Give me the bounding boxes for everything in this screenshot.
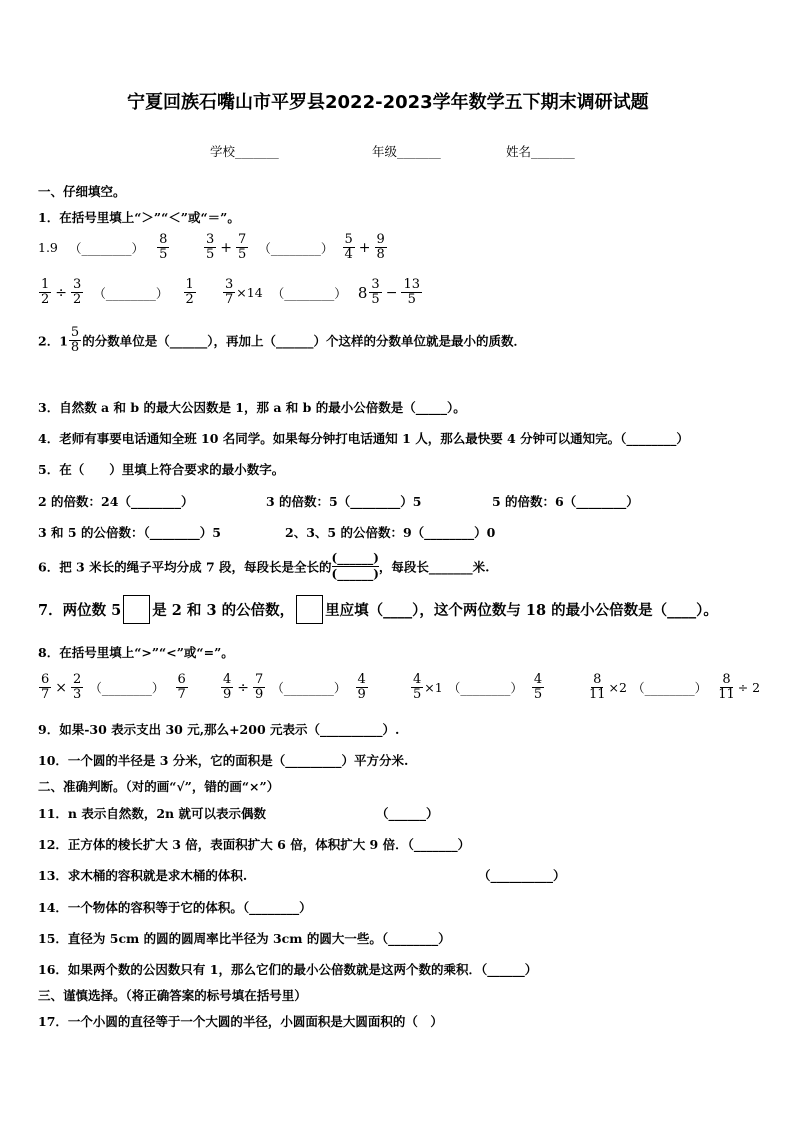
fraction: $\frac{9}{8}$ (376, 232, 385, 262)
question-5-a: 2 的倍数：24（________） (38, 494, 194, 509)
question-5-stem: 5．在（ ）里填上符合要求的最小数字。 (38, 462, 285, 477)
fraction-blank[interactable]: $\frac{(\_\_\_\_\_\_)}{(\_\_\_\_\_\_)}$ (331, 551, 379, 581)
fraction: $\frac{3}{7}$ (225, 277, 234, 307)
question-11: 11．n 表示自然数，2n 就可以表示偶数 (38, 806, 266, 821)
fraction: $\frac{8}{5}$ (159, 232, 168, 262)
question-5-e: 2、3、5 的公倍数：9（________）0 (285, 525, 496, 540)
question-11-blank[interactable]: （______） (376, 806, 439, 821)
section-1-heading: 一、仔细填空。 (38, 184, 126, 199)
question-5-c: 5 的倍数：6（________） (492, 494, 639, 509)
section-2-heading: 二、准确判断。（对的画“√”，错的画“×”） (38, 779, 280, 794)
question-9: 9．如果-30 表示支出 30 元,那么+200 元表示（__________）. (38, 722, 400, 737)
question-13-blank[interactable]: （__________） (478, 868, 566, 883)
q8-item-4: $\frac{8}{11}$ ×2 （________） $\frac{8}{11}$ ÷ 2 (589, 672, 761, 702)
q1-blank[interactable]: （________） (258, 240, 334, 256)
q1-row-2: $\frac{1}{2}$ ÷ $\frac{3}{2}$ （________） $\frac{1}{2}$ (41, 277, 194, 307)
digit-box[interactable] (296, 595, 323, 624)
question-5-b: 3 的倍数：5（________）5 (266, 494, 422, 509)
q1-row-2b: $\frac{3}{7}$ ×14 （________） 8 $\frac{3}{5}$ − $\frac{13}{5}$ (225, 277, 420, 307)
q1-blank[interactable]: （________） (271, 285, 347, 301)
fraction: $\frac{5}{8}$ (70, 325, 80, 355)
fraction: $\frac{1}{2}$ (41, 277, 50, 307)
q8-blank[interactable]: （________） (447, 680, 523, 696)
q1-row-1b: $\frac{3}{5}$ + $\frac{7}{5}$ （________） $\frac{5}{4}$ + $\frac{9}{8}$ (206, 232, 385, 262)
question-14: 14．一个物体的容积等于它的体积。（________） (38, 900, 312, 915)
q1-row-1 (38, 233, 170, 262)
question-17: 17．一个小圆的直径等于一个大圆的半径，小圆面积是大圆面积的（ ） (38, 1014, 443, 1029)
name-field[interactable]: 姓名_______ (506, 144, 575, 159)
question-7: 7．两位数 5 是 2 和 3 的公倍数， 里应填（____），这个两位数与 18 的最小公倍数是（____）。 (38, 595, 718, 624)
q8-blank[interactable]: （________） (89, 680, 165, 696)
q8-blank[interactable]: （________） (271, 680, 347, 696)
question-6: 6．把 3 米长的绳子平均分成 7 段，每段长是全长的 $\frac{(\_\_\_\_\_\_)}{(\_\_\_\_\_\_)}$ ，每段长_______米. (38, 551, 490, 581)
question-3: 3．自然数 a 和 b 的最大公因数是 1，那 a 和 b 的最小公倍数是（_____）。 (38, 400, 466, 415)
question-2: 2．1 $\frac{5}{8}$ 的分数单位是（______），再加上（______）个这样的分数单位就是最小的质数． (38, 325, 526, 355)
q1-blank[interactable]: （________） (93, 285, 169, 301)
fraction: $\frac{1}{2}$ (185, 277, 194, 307)
section-3-heading: 三、谨慎选择。（将正确答案的标号填在括号里） (38, 988, 307, 1003)
question-4: 4．老师有事要电话通知全班 10 名同学。如果每分钟打电话通知 1 人，那么最快要 4 分钟可以通知完。（________） (38, 431, 689, 446)
fraction: $\frac{13}{5}$ (403, 277, 420, 307)
page-title: 宁夏回族石嘴山市平罗县2022-2023学年数学五下期末调研试题 (127, 92, 649, 113)
mixed-number: 8 $\frac{3}{5}$ (357, 277, 380, 307)
q1-blank[interactable]: （________） (68, 240, 144, 256)
question-10: 10．一个圆的半径是 3 分米，它的面积是（_________）平方分米. (38, 753, 409, 768)
q8-item-1: $\frac{6}{7}$ × $\frac{2}{3}$ （________） $\frac{6}{7}$ (41, 672, 186, 702)
fraction: $\frac{3}{5}$ (206, 232, 215, 262)
fraction: $\frac{3}{2}$ (73, 277, 82, 307)
question-15: 15．直径为 5cm 的圆的圆周率比半径为 3cm 的圆大一些。（________） (38, 931, 451, 946)
question-8-stem: 8．在括号里填上“>”“<”或“=”。 (38, 645, 234, 660)
q1-value: 1.9 (38, 240, 58, 255)
question-13: 13．求木桶的容积就是求木桶的体积. (38, 868, 248, 883)
question-16: 16．如果两个数的公因数只有 1，那么它们的最小公倍数就是这两个数的乘积．（______） (38, 962, 538, 977)
question-12: 12．正方体的棱长扩大 3 倍，表面积扩大 6 倍，体积扩大 9 倍．（_______） (38, 837, 471, 852)
school-field[interactable]: 学校_______ (210, 144, 279, 159)
fraction: $\frac{7}{5}$ (238, 232, 247, 262)
digit-box[interactable] (123, 595, 150, 624)
q8-blank[interactable]: （________） (632, 680, 708, 696)
question-5-d: 3 和 5 的公倍数：（________）5 (38, 525, 221, 540)
question-1-stem: 1．在括号里填上“＞”“＜”或“＝”。 (38, 210, 240, 225)
fraction: $\frac{5}{4}$ (344, 232, 353, 262)
grade-field[interactable]: 年级_______ (372, 144, 441, 159)
q8-item-3: $\frac{4}{5}$ ×1 （________） $\frac{4}{5}$ (413, 672, 543, 702)
q8-item-2: $\frac{4}{9}$ ÷ $\frac{7}{9}$ （________） $\frac{4}{9}$ (223, 672, 366, 702)
